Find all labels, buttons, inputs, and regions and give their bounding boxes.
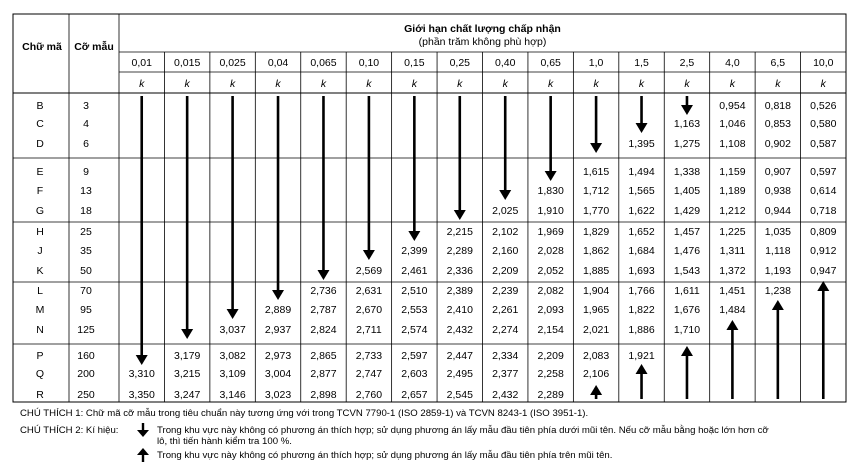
k-value: 1,108 bbox=[719, 138, 746, 150]
k-value: 2,028 bbox=[537, 245, 564, 257]
aql-column-header: 0,025 bbox=[219, 57, 246, 69]
sample-size: 3 bbox=[83, 100, 89, 112]
k-value: 0,818 bbox=[764, 100, 791, 112]
k-value: 0,587 bbox=[810, 138, 837, 150]
k-value: 2,553 bbox=[401, 304, 428, 316]
k-label: k bbox=[366, 78, 372, 90]
aql-column-header: 4,0 bbox=[725, 57, 740, 69]
code-letter: G bbox=[35, 205, 45, 217]
k-label: k bbox=[320, 78, 327, 90]
code-letter: H bbox=[36, 226, 44, 238]
k-value: 2,937 bbox=[264, 324, 292, 336]
k-value: 2,093 bbox=[537, 304, 564, 316]
arrow-down-head bbox=[408, 231, 420, 241]
k-value: 2,447 bbox=[446, 350, 473, 362]
k-value: 2,410 bbox=[446, 304, 473, 316]
k-label: k bbox=[275, 78, 281, 90]
sample-size: 25 bbox=[80, 226, 92, 238]
k-value: 3,004 bbox=[264, 368, 292, 380]
k-value: 3,146 bbox=[219, 389, 246, 401]
k-value: 1,693 bbox=[628, 265, 655, 277]
sample-size: 18 bbox=[80, 205, 92, 217]
k-value: 1,910 bbox=[537, 205, 564, 217]
note-2-up-text: Trong khu vực này không có phương án thích hợp; sử dụng phương án lấy mẫu đầu tiên phía trên mũi tên. bbox=[157, 450, 613, 461]
k-value: 1,035 bbox=[764, 226, 791, 238]
k-value: 1,238 bbox=[764, 285, 791, 297]
arrow-down-head bbox=[499, 190, 511, 200]
k-value: 1,159 bbox=[719, 166, 746, 178]
code-letter: P bbox=[36, 350, 44, 362]
k-value: 2,733 bbox=[355, 350, 383, 362]
k-label: k bbox=[684, 78, 690, 90]
arrow-up-head bbox=[817, 281, 829, 291]
k-value: 2,274 bbox=[492, 324, 519, 336]
k-value: 2,461 bbox=[401, 265, 428, 277]
code-letter: D bbox=[36, 138, 44, 150]
k-value: 1,766 bbox=[628, 285, 655, 297]
k-value: 1,476 bbox=[673, 245, 701, 257]
aql-column-header: 6,5 bbox=[770, 57, 786, 69]
arrow-up-head bbox=[590, 385, 602, 395]
sample-size: 35 bbox=[80, 245, 92, 257]
k-value: 2,334 bbox=[492, 350, 519, 362]
k-value: 2,160 bbox=[492, 245, 519, 257]
k-label: k bbox=[229, 78, 236, 90]
aql-column-header: 0,40 bbox=[495, 57, 516, 69]
k-value: 1,822 bbox=[628, 304, 655, 316]
sample-size: 250 bbox=[77, 389, 95, 401]
k-value: 2,787 bbox=[310, 304, 337, 316]
arrow-down-icon bbox=[136, 423, 150, 437]
arrow-down-head bbox=[136, 355, 148, 365]
k-value: 1,969 bbox=[537, 226, 564, 238]
aql-column-header: 0,015 bbox=[174, 57, 201, 69]
k-value: 2,747 bbox=[355, 368, 383, 380]
k-value: 1,886 bbox=[628, 324, 655, 336]
k-value: 2,102 bbox=[492, 226, 519, 238]
k-value: 3,023 bbox=[264, 389, 292, 401]
arrow-down-head bbox=[272, 290, 284, 300]
k-label: k bbox=[820, 78, 826, 90]
sample-size: 95 bbox=[80, 304, 92, 316]
k-value: 2,657 bbox=[401, 389, 428, 401]
k-value: 2,432 bbox=[446, 324, 473, 336]
k-value: 1,225 bbox=[719, 226, 746, 238]
k-label: k bbox=[548, 78, 554, 90]
sample-size: 6 bbox=[83, 138, 89, 150]
k-label: k bbox=[457, 78, 463, 90]
k-value: 0,954 bbox=[719, 100, 746, 112]
k-value: 1,046 bbox=[719, 118, 746, 130]
sample-size: 9 bbox=[83, 166, 89, 178]
k-value: 0,947 bbox=[810, 265, 837, 277]
k-value: 2,083 bbox=[582, 350, 610, 362]
arrow-up-icon bbox=[136, 448, 150, 462]
code-letter: K bbox=[36, 265, 44, 277]
k-value: 0,580 bbox=[810, 118, 837, 130]
note-1: CHÚ THÍCH 1: Chữ mã cỡ mẫu trong tiêu chuẩn này tương ứng với trong TCVN 7790-1 (ISO 2859-1) và TCVN 8243-1 (ISO 3951-1). bbox=[20, 408, 589, 419]
k-value: 1,338 bbox=[673, 166, 701, 178]
k-value: 3,109 bbox=[219, 368, 246, 380]
arrow-up-head bbox=[636, 364, 648, 374]
k-value: 1,543 bbox=[673, 265, 701, 277]
sample-size: 50 bbox=[80, 265, 92, 277]
k-value: 1,118 bbox=[765, 245, 791, 257]
k-value: 2,209 bbox=[537, 350, 564, 362]
aql-column-header: 0,01 bbox=[131, 57, 152, 69]
k-value: 2,154 bbox=[537, 324, 564, 336]
arrow-up-head bbox=[772, 300, 784, 310]
k-label: k bbox=[775, 78, 781, 90]
k-value: 2,289 bbox=[537, 389, 564, 401]
k-value: 1,615 bbox=[582, 166, 610, 178]
k-value: 1,212 bbox=[719, 205, 746, 217]
code-letter: F bbox=[36, 185, 44, 197]
k-value: 1,611 bbox=[674, 285, 700, 297]
k-value: 2,865 bbox=[310, 350, 337, 362]
k-value: 1,275 bbox=[673, 138, 701, 150]
code-letter: N bbox=[36, 324, 44, 336]
arrow-down-head bbox=[317, 270, 329, 280]
k-value: 0,526 bbox=[810, 100, 837, 112]
sample-size-header: Cỡ mẫu bbox=[74, 41, 114, 53]
k-value: 1,622 bbox=[628, 205, 655, 217]
sample-size: 200 bbox=[77, 368, 95, 380]
k-value: 3,037 bbox=[219, 324, 246, 336]
aql-column-header: 1,0 bbox=[588, 57, 604, 69]
aql-column-header: 0,065 bbox=[310, 57, 337, 69]
k-value: 1,684 bbox=[628, 245, 655, 257]
arrow-down-head bbox=[681, 105, 693, 115]
note-2-label: CHÚ THÍCH 2: Kí hiệu: bbox=[20, 425, 119, 436]
code-letter: L bbox=[37, 285, 43, 297]
aql-column-header: 0,15 bbox=[404, 57, 425, 69]
k-value: 1,710 bbox=[673, 324, 701, 336]
k-label: k bbox=[502, 78, 508, 90]
k-value: 1,862 bbox=[582, 245, 610, 257]
note-2-down-text: Trong khu vực này không có phương án thích hợp; sử dụng phương án lấy mẫu đầu tiên phía dưới mũi tên. Nếu cỡ mẫu bằng hoặc lớn hơn cỡ bbox=[157, 425, 769, 436]
k-value: 2,336 bbox=[446, 265, 473, 277]
k-value: 0,614 bbox=[810, 185, 837, 197]
aql-column-header: 0,65 bbox=[540, 57, 561, 69]
k-value: 1,830 bbox=[537, 185, 564, 197]
k-value: 2,510 bbox=[401, 285, 428, 297]
k-value: 2,215 bbox=[446, 226, 473, 238]
aql-column-header: 10,0 bbox=[813, 57, 834, 69]
k-value: 1,457 bbox=[673, 226, 701, 238]
k-value: 2,973 bbox=[264, 350, 292, 362]
k-value: 0,912 bbox=[810, 245, 837, 257]
k-value: 0,944 bbox=[764, 205, 791, 217]
aql-column-header: 1,5 bbox=[634, 57, 649, 69]
k-value: 3,350 bbox=[128, 389, 155, 401]
k-value: 2,289 bbox=[446, 245, 473, 257]
k-value: 2,389 bbox=[446, 285, 473, 297]
k-value: 1,712 bbox=[582, 185, 610, 197]
arrow-up-head bbox=[726, 320, 738, 330]
k-value: 1,372 bbox=[719, 265, 746, 277]
k-value: 3,215 bbox=[174, 368, 201, 380]
arrow-down-head bbox=[227, 309, 239, 319]
k-value: 1,676 bbox=[673, 304, 701, 316]
k-value: 3,247 bbox=[174, 389, 201, 401]
k-value: 2,877 bbox=[310, 368, 337, 380]
k-value: 3,179 bbox=[174, 350, 201, 362]
arrow-down-head bbox=[636, 123, 648, 133]
k-value: 1,429 bbox=[673, 205, 701, 217]
k-value: 2,082 bbox=[537, 285, 564, 297]
k-value: 2,603 bbox=[401, 368, 428, 380]
k-value: 2,545 bbox=[446, 389, 473, 401]
sample-size: 13 bbox=[80, 185, 92, 197]
k-value: 2,495 bbox=[446, 368, 473, 380]
k-label: k bbox=[729, 78, 736, 90]
sample-size: 4 bbox=[83, 118, 89, 130]
k-label: k bbox=[638, 78, 645, 90]
aql-column-header: 0,25 bbox=[449, 57, 470, 69]
arrow-down-head bbox=[454, 210, 466, 220]
code-letter-header: Chữ mã bbox=[22, 41, 62, 53]
k-value: 2,052 bbox=[537, 265, 564, 277]
k-value: 1,311 bbox=[719, 245, 746, 257]
code-letter: C bbox=[36, 118, 44, 130]
k-value: 1,565 bbox=[628, 185, 655, 197]
code-letter: B bbox=[36, 100, 44, 112]
arrow-down-head bbox=[545, 171, 557, 181]
arrow-up-head bbox=[681, 346, 693, 356]
k-value: 3,310 bbox=[128, 368, 155, 380]
k-label: k bbox=[411, 78, 417, 90]
sample-size: 125 bbox=[77, 324, 95, 336]
k-value: 2,574 bbox=[401, 324, 428, 336]
k-label: k bbox=[184, 78, 190, 90]
k-label: k bbox=[593, 78, 599, 90]
code-letter: J bbox=[37, 245, 43, 257]
k-value: 0,809 bbox=[810, 226, 837, 238]
k-value: 2,021 bbox=[582, 324, 610, 336]
k-value: 1,484 bbox=[719, 304, 746, 316]
k-value: 2,025 bbox=[492, 205, 519, 217]
k-value: 2,889 bbox=[264, 304, 292, 316]
k-value: 1,395 bbox=[628, 138, 655, 150]
aql-title: Giới hạn chất lượng chấp nhận bbox=[404, 23, 561, 35]
k-value: 2,377 bbox=[492, 368, 519, 380]
k-value: 1,885 bbox=[582, 265, 610, 277]
sample-size: 70 bbox=[80, 285, 92, 297]
k-value: 2,760 bbox=[355, 389, 383, 401]
k-value: 2,209 bbox=[492, 265, 519, 277]
k-value: 2,670 bbox=[355, 304, 383, 316]
k-value: 0,853 bbox=[764, 118, 791, 130]
k-value: 2,258 bbox=[537, 368, 564, 380]
k-value: 2,631 bbox=[355, 285, 383, 297]
aql-column-header: 0,10 bbox=[358, 57, 380, 69]
k-value: 1,451 bbox=[719, 285, 746, 297]
k-value: 1,904 bbox=[582, 285, 610, 297]
code-letter: M bbox=[35, 304, 45, 316]
k-value: 0,938 bbox=[764, 185, 791, 197]
k-label: k bbox=[139, 78, 145, 90]
k-value: 1,405 bbox=[673, 185, 701, 197]
arrow-down-head bbox=[590, 143, 602, 153]
k-value: 0,597 bbox=[810, 166, 837, 178]
arrow-down-head bbox=[181, 329, 193, 339]
k-value: 2,569 bbox=[355, 265, 383, 277]
k-value: 2,432 bbox=[492, 389, 519, 401]
note-2-down-text-cont: lô, thì tiến hành kiểm tra 100 %. bbox=[157, 436, 292, 447]
k-value: 1,770 bbox=[582, 205, 610, 217]
k-value: 2,711 bbox=[356, 324, 382, 336]
k-value: 2,399 bbox=[401, 245, 428, 257]
k-value: 1,921 bbox=[628, 350, 655, 362]
k-value: 2,736 bbox=[310, 285, 337, 297]
k-value: 1,189 bbox=[719, 185, 746, 197]
sample-size: 160 bbox=[77, 350, 95, 362]
k-value: 2,597 bbox=[401, 350, 428, 362]
code-letter: E bbox=[36, 166, 44, 178]
code-letter: R bbox=[36, 389, 44, 401]
code-letter: Q bbox=[35, 368, 45, 380]
k-value: 2,898 bbox=[310, 389, 337, 401]
k-value: 1,965 bbox=[582, 304, 610, 316]
k-value: 1,652 bbox=[628, 226, 655, 238]
k-value: 0,902 bbox=[764, 138, 791, 150]
k-value: 1,163 bbox=[673, 118, 701, 130]
k-value: 0,718 bbox=[810, 205, 837, 217]
k-value: 3,082 bbox=[219, 350, 246, 362]
aql-subtitle: (phần trăm không phù hợp) bbox=[418, 36, 547, 48]
k-value: 2,261 bbox=[492, 304, 519, 316]
k-value: 2,824 bbox=[310, 324, 337, 336]
k-value: 2,106 bbox=[582, 368, 610, 380]
aql-column-header: 2,5 bbox=[679, 57, 695, 69]
aql-column-header: 0,04 bbox=[267, 57, 289, 69]
k-value: 2,239 bbox=[492, 285, 519, 297]
arrow-down-head bbox=[363, 250, 375, 260]
k-value: 1,829 bbox=[582, 226, 610, 238]
k-value: 1,494 bbox=[628, 166, 655, 178]
k-value: 1,193 bbox=[764, 265, 791, 277]
k-value: 0,907 bbox=[764, 166, 791, 178]
